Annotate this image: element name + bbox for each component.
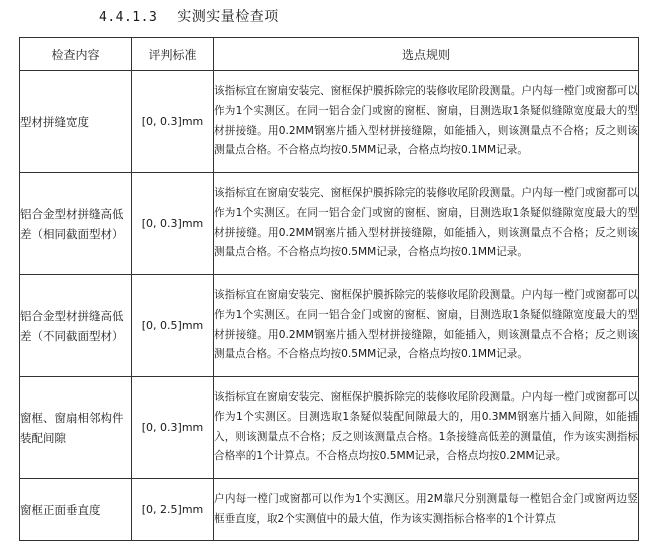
inspection-table bbox=[19, 37, 639, 541]
row-check-content: 窗框、窗扇相邻构件装配间隙 bbox=[20, 377, 132, 479]
row-criteria: [0, 0.5]mm bbox=[132, 275, 214, 377]
section-number: 4.4.1.3 bbox=[99, 10, 158, 25]
row-criteria: [0, 0.3]mm bbox=[132, 71, 214, 173]
row-point-rules: 该指标宜在窗扇安装完、窗框保护膜拆除完的装修收尾阶段测量。户内每一樘门或窗都可以作为1个实测区。在同一铝合金门或窗的窗框、窗扇，目测选取1条疑似缝隙宽度最大的型材拼接缝。用0.2MM钢塞片插入型材拼接缝隙，如能插入，则该测量点不合格；反之则该测量点合格。不合格点均按0.5MM记录，合格点均按0.1MM记录。 bbox=[214, 173, 639, 275]
section-heading bbox=[99, 6, 279, 26]
section-title: 实测实量检查项 bbox=[177, 9, 279, 25]
table-row bbox=[20, 479, 639, 541]
row-criteria: [0, 2.5]mm bbox=[132, 479, 214, 541]
header-check-content: 检查内容 bbox=[20, 38, 132, 71]
table-row bbox=[20, 173, 639, 275]
table-row bbox=[20, 377, 639, 479]
table-row bbox=[20, 275, 639, 377]
row-check-content: 窗框正面垂直度 bbox=[20, 479, 132, 541]
row-point-rules: 该指标宜在窗扇安装完、窗框保护膜拆除完的装修收尾阶段测量。户内每一樘门或窗都可以作为1个实测区。在同一铝合金门或窗的窗框、窗扇，目测选取1条疑似缝隙宽度最大的型材拼接缝。用0.2MM钢塞片插入型材拼接缝隙，如能插入，则该测量点不合格；反之则该测量点合格。不合格点均按0.5MM记录，合格点均按0.1MM记录。 bbox=[214, 275, 639, 377]
row-check-content: 铝合金型材拼缝高低差（不同截面型材） bbox=[20, 275, 132, 377]
table-row bbox=[20, 71, 639, 173]
header-criteria: 评判标准 bbox=[132, 38, 214, 71]
row-check-content: 型材拼缝宽度 bbox=[20, 71, 132, 173]
header-point-rules: 选点规则 bbox=[214, 38, 639, 71]
row-point-rules: 该指标宜在窗扇安装完、窗框保护膜拆除完的装修收尾阶段测量。户内每一樘门或窗都可以作为1个实测区。目测选取1条疑似装配间隙最大的，用0.3MM钢塞片插入间隙，如能插入，则该测量点不合格；反之则该测量点合格。1条接缝高低差的测量值，作为该实测指标合格率的1个计算点。不合格点均按0.5MM记录，合格点均按0.2MM记录。 bbox=[214, 377, 639, 479]
row-criteria: [0, 0.3]mm bbox=[132, 173, 214, 275]
table-header-row bbox=[20, 38, 639, 71]
row-check-content: 铝合金型材拼缝高低差（相同截面型材） bbox=[20, 173, 132, 275]
row-point-rules: 户内每一樘门或窗都可以作为1个实测区。用2M靠尺分别测量每一樘铝合金门或窗两边竖框垂直度，取2个实测值中的最大值，作为该实测指标合格率的1个计算点 bbox=[214, 479, 639, 541]
row-criteria: [0, 0.3]mm bbox=[132, 377, 214, 479]
row-point-rules: 该指标宜在窗扇安装完、窗框保护膜拆除完的装修收尾阶段测量。户内每一樘门或窗都可以作为1个实测区。在同一铝合金门或窗的窗框、窗扇，目测选取1条疑似缝隙宽度最大的型材拼接缝。用0.2MM钢塞片插入型材拼接缝隙，如能插入，则该测量点不合格；反之则该测量点合格。不合格点均按0.5MM记录，合格点均按0.1MM记录。 bbox=[214, 71, 639, 173]
